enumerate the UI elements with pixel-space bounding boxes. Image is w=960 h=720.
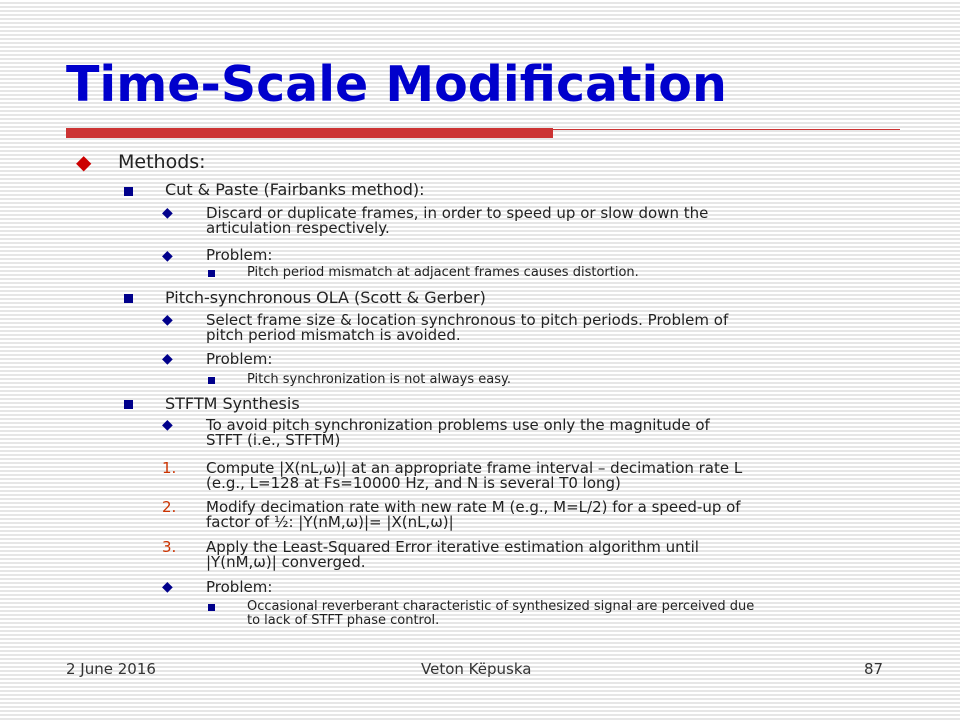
diamond-bullet-icon: ◆ [162, 417, 173, 433]
square-bullet-icon [124, 400, 133, 409]
stftm-description: To avoid pitch synchronization problems use only the magnitude of STFT (i.e., STFTM) [206, 416, 710, 449]
diamond-bullet-icon: ◆ [162, 579, 173, 595]
square-bullet-icon [208, 377, 215, 384]
step-1: Compute |X(nL,ω)| at an appropriate frame interval – decimation rate L (e.g., L=128 at Fs=10000 Hz, and N is several T0 long) [206, 459, 743, 492]
footer-date: 2 June 2016 [66, 660, 156, 678]
step-2: Modify decimation rate with new rate M (e.g., M=L/2) for a speed-up of factor of ½: |Y(nM,ω)|= |X(nL,ω)| [206, 498, 741, 531]
psola-problem-text: Pitch synchronization is not always easy. [247, 372, 511, 387]
square-bullet-icon [124, 187, 133, 196]
step-number: 3. [162, 538, 177, 556]
stftm-problem-label: Problem: [206, 578, 273, 596]
diamond-bullet-icon: ◆ [162, 248, 173, 264]
step-number: 1. [162, 459, 177, 477]
footer-page-number: 87 [864, 660, 884, 678]
cut-paste-problem-text: Pitch period mismatch at adjacent frames causes distortion. [247, 265, 639, 280]
step-3: Apply the Least-Squared Error iterative estimation algorithm until |Y(nM,ω)| converged. [206, 538, 699, 571]
methods-heading: Methods: [118, 151, 206, 173]
psola-problem-label: Problem: [206, 350, 273, 368]
step-number: 2. [162, 498, 177, 516]
diamond-bullet-icon: ◆ [76, 150, 92, 174]
psola-method: Pitch-synchronous OLA (Scott & Gerber) [165, 288, 486, 307]
square-bullet-icon [208, 604, 215, 611]
cut-paste-problem-label: Problem: [206, 246, 273, 264]
stftm-problem-text: Occasional reverberant characteristic of synthesized signal are perceived due to lack of STFT phase control. [247, 599, 755, 628]
diamond-bullet-icon: ◆ [162, 351, 173, 367]
footer-author: Veton Këpuska [421, 660, 532, 678]
diamond-bullet-icon: ◆ [162, 205, 173, 221]
diamond-bullet-icon: ◆ [162, 312, 173, 328]
select-frame-description: Select frame size & location synchronous to pitch periods. Problem of pitch period mismatch is avoided. [206, 311, 729, 344]
cut-paste-method: Cut & Paste (Fairbanks method): [165, 180, 425, 199]
square-bullet-icon [124, 294, 133, 303]
stftm-method: STFTM Synthesis [165, 394, 300, 413]
discard-description: Discard or duplicate frames, in order to speed up or slow down the articulation respectively. [206, 204, 709, 237]
slide-title: Time-Scale Modification [66, 56, 727, 113]
square-bullet-icon [208, 270, 215, 277]
